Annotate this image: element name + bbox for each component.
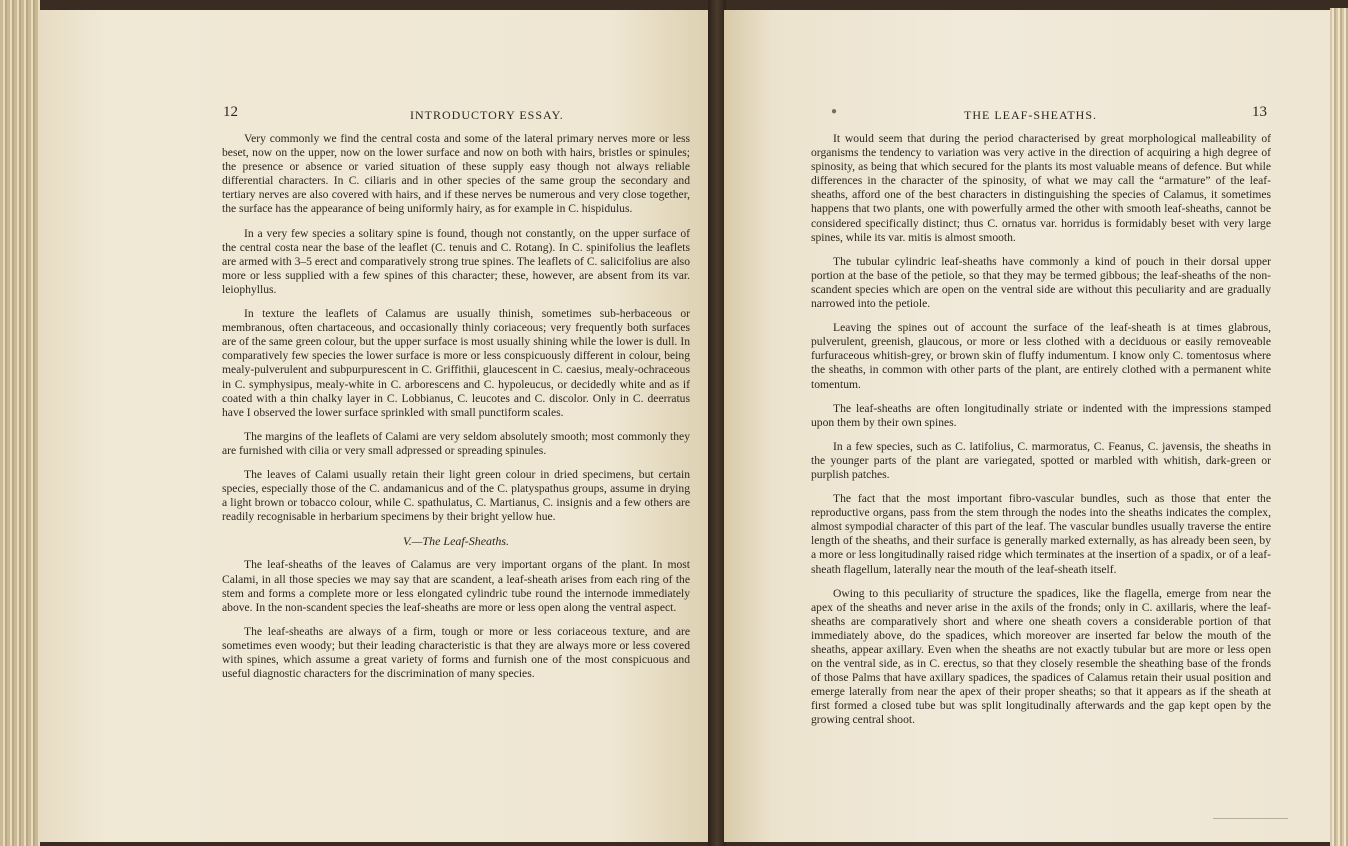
- section-heading: V.—The Leaf-Sheaths.: [402, 534, 510, 549]
- page-edges-right: [1330, 8, 1348, 846]
- paragraph: The fact that the most important fibro-vascular bundles, such as those that enter the reproductive organs, pass from the stem through the nodes into the sheaths indicates the complex, almost sympodial character of this part of the leaf. The vascular bundles usually traverse the entire length of the sheaths, and their surface is generally marked externally, as has already been seen, by a more or less longitudinally raised ridge which terminates at the insertion of a spadix, or of a leaf-sheath flagellum, laterally near the mouth of the leaf-sheath itself.: [811, 492, 1271, 576]
- left-page: [40, 10, 710, 842]
- paragraph: In texture the leaflets of Calamus are usually thinish, sometimes sub-herbaceous or membranous, often chartaceous, and occasionally thinly coriaceous; very frequently both surfaces are of the same green colour, but the upper surface is most usually shining while the lower is dull. In comparatively few species the lower surface is more or less conspicuously different in colour, being mealy-pulverulent and subpurpurescent in C. Griffithii, glaucescent in C. caesius, mealy-ochraceous in C. symphysipus, mealy-white in C. arborescens and C. hypoleucus, or decidedly white and as if coated with a thin chalky layer in C. Lobbianus, C. leucotes and C. discolor. Only in C. deerratus have I observed the lower surface sprinkled with small punctiform scales.: [222, 307, 690, 419]
- body-text: [811, 132, 1271, 738]
- right-page: [724, 10, 1330, 842]
- running-head: THE LEAF-SHEATHS.: [964, 108, 1097, 122]
- paragraph: The margins of the leaflets of Calami are very seldom absolutely smooth; most commonly they are furnished with cilia or very small adpressed or spreading spinules.: [222, 429, 690, 457]
- page-number: 12: [223, 104, 238, 120]
- paragraph: The leaf-sheaths are often longitudinally striate or indented with the impressions stamped upon them by their own spines.: [811, 401, 1271, 429]
- page-number: 13: [1252, 104, 1267, 120]
- paragraph: In a few species, such as C. latifolius, C. marmoratus, C. Feanus, C. javensis, the sheaths in the younger parts of the plant are variegated, spotted or marbled with whitish, dark-green or purplish patches.: [811, 439, 1271, 481]
- running-head: INTRODUCTORY ESSAY.: [410, 108, 564, 122]
- paragraph: Owing to this peculiarity of structure the spadices, like the flagella, emerge from near the apex of the sheaths and never arise in the axils of the fronds; only in C. axillaris, where the leaf-sheaths are comparatively short and where one sheath covers a considerable portion of that immediately above, do the spadices, which moreover are inserted far below the mouth of the sheaths, appear axillary. Even when the sheaths are not exactly tubular but are more or less open on the ventral side, as in C. erectus, so that they closely resemble the sheathing base of the fronds of those Palms that have axillary spadices, the spadices of Calamus retain their usual position and emerge laterally from near the apex of their proper sheaths; so that it appears as if the sheath at first formed a closed tube but was split longitudinally afterwards and the gap kept open by the growing central shoot.: [811, 586, 1271, 727]
- paragraph: The tubular cylindric leaf-sheaths have commonly a kind of pouch in their dorsal upper portion at the base of the petiole, so that they may be termed gibbous; the leaf-sheaths of the non-scandent species which are open on the ventral side are without this peculiarity and are gradually narrowed into the petiole.: [811, 254, 1271, 311]
- paragraph: It would seem that during the period characterised by great morphological malleability of organisms the tendency to variation was very active in the direction of acquiring a high degree of spinosity, as being that which secured for the plants its most valuable means of defence. But while differences in the character of the spinosity, of what we may call the “armature” of the leaf-sheaths, afford one of the best characters in distinguishing the species of Calamus, it sometimes happens that two plants, one with powerfully armed the other with smooth leaf-sheaths, cannot be considered specifically distinct; thus C. ornatus var. horridus is formidably beset with very large spines, while its var. mitis is almost smooth.: [811, 132, 1271, 244]
- paragraph: The leaves of Calami usually retain their light green colour in dried specimens, but certain species, especially those of the C. andamanicus and of the C. platyspathus groups, assume in drying a light brown or tobacco colour, while C. spathulatus, C. Martianus, C. insignis and a few others are readily recognisable in herbarium specimens by their bright yellow hue.: [222, 467, 690, 524]
- page-mark: ●: [831, 106, 838, 117]
- paragraph: Very commonly we find the central costa and some of the lateral primary nerves more or less beset, now on the upper, now on the lower surface and now on both with hairs, bristles or spinules; the presence or absence or varied situation of these supply easy though not always reliable differential characters. In C. ciliaris and in other species of the same group the secondary and tertiary nerves are also covered with hairs, and if these nerves be numerous and very close together, the surface has the appearance of being uniformly hairy, as for example in C. hispidulus.: [222, 132, 690, 216]
- body-text: [222, 132, 690, 691]
- page-edges-left: [0, 0, 40, 846]
- paragraph: In a very few species a solitary spine is found, though not constantly, on the upper surface of the central costa near the base of the leaflet (C. tenuis and C. Rotang). In C. spinifolius the leaflets are armed with 3–5 erect and comparatively strong true spines. The leaflets of C. salicifolius are also more or less supplied with a few spines of this character; these, however, are absent from its var. leiophyllus.: [222, 226, 690, 296]
- paragraph: The leaf-sheaths are always of a firm, tough or more or less coriaceous texture, and are sometimes even woody; but their leading characteristic is that they are always more or less covered with spines, which assume a great variety of forms and furnish one of the most conspicuous and useful diagnostic characters for the discrimination of many species.: [222, 624, 690, 681]
- pencil-mark: [1213, 818, 1288, 819]
- paragraph: The leaf-sheaths of the leaves of Calamus are very important organs of the plant. In most Calami, in all those species we may say that are scandent, a leaf-sheath arises from each ring of the stem and forms a complete more or less elongated cylindric tube round the internode immediately above. In the non-scandent species the leaf-sheaths are more or less open along the ventral aspect.: [222, 558, 690, 614]
- paragraph: Leaving the spines out of account the surface of the leaf-sheath is at times glabrous, pulverulent, greenish, glaucous, or more or less clothed with a deciduous or easily removeable furfuraceous whitish-grey, or brown skin of fluffy indumentum. I know only C. tomentosus where the sheaths, in common with other parts of the plant, are entirely clothed with a permanent white tomentum.: [811, 321, 1271, 391]
